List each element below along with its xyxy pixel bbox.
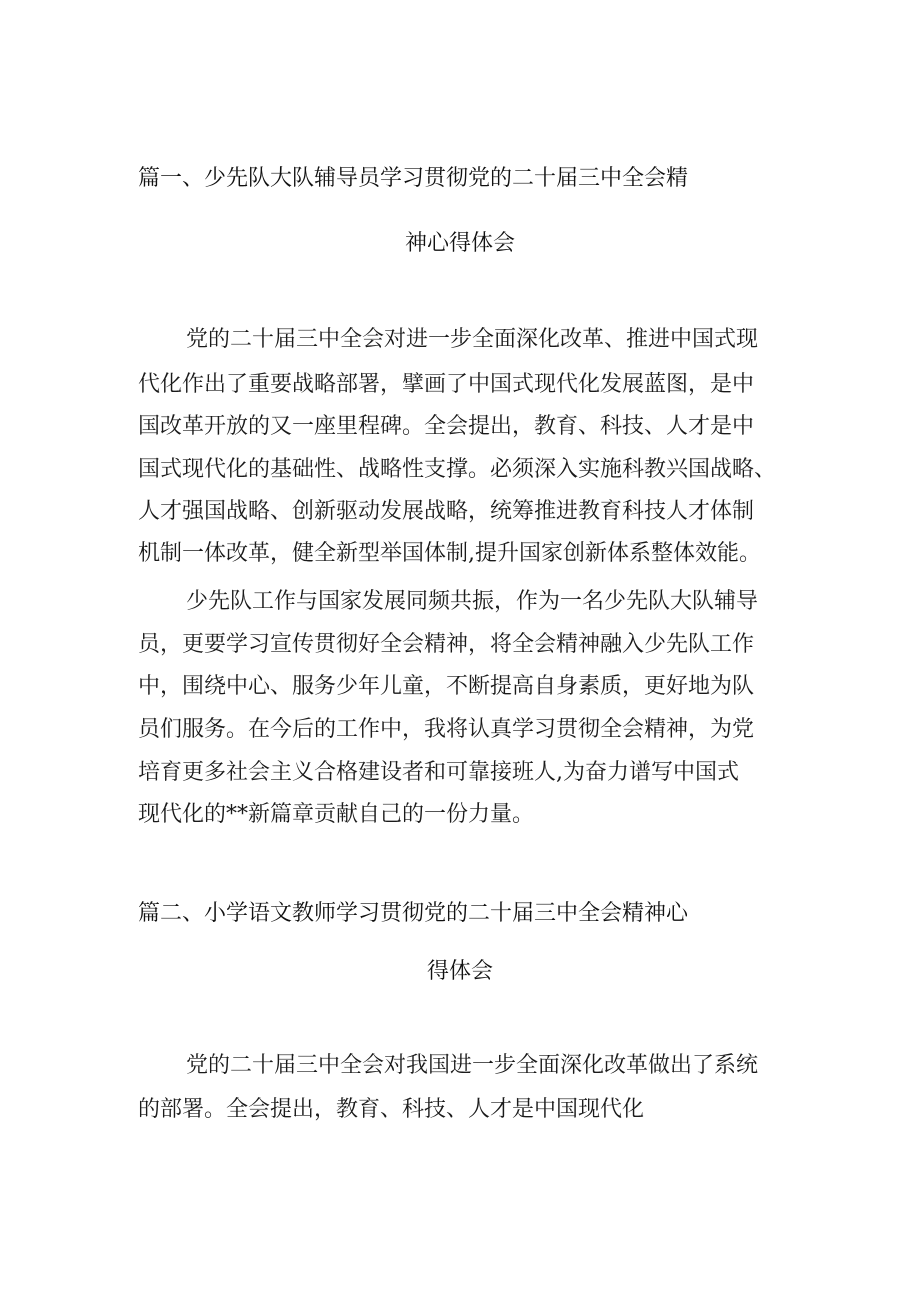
section1-para1-line: 党的二十届三中全会对进一步全面深化改革、推进中国式现	[186, 327, 759, 352]
section2-para1-line: 党的二十届三中全会对我国进一步全面深化改革做出了系统	[186, 1053, 759, 1078]
section1-para2-line: 员，更要学习宣传贯彻好全会精神，将全会精神融入少先队工作	[138, 632, 755, 657]
section1-para2-line: 中，围绕中心、服务少年儿童，不断提高自身素质，更好地为队	[138, 674, 755, 699]
section1-para1-line: 代化作出了重要战略部署，擘画了中国式现代化发展蓝图，是中	[138, 372, 755, 397]
section1-para1-line: 人才强国战略、创新驱动发展战略，统筹推进教育科技人才体制	[138, 499, 755, 524]
section1-para1-line: 机制一体改革，健全新型举国体制,提升国家创新体系整体效能。	[138, 541, 761, 566]
section2-para1-line: 的部署。全会提出，教育、科技、人才是中国现代化	[138, 1097, 645, 1122]
section1-title-line2: 神心得体会	[405, 231, 516, 256]
section1-title-line1: 篇一、少先队大队辅导员学习贯彻党的二十届三中全会精	[138, 166, 689, 191]
section1-para1-line: 国式现代化的基础性、战略性支撑。必须深入实施科教兴国战略、	[138, 457, 777, 482]
section1-para2-line: 少先队工作与国家发展同频共振，作为一名少先队大队辅导	[186, 589, 759, 614]
section1-para2-line: 现代化的**新篇章贡献自己的一份力量。	[138, 802, 535, 827]
section2-title-line2: 得体会	[427, 959, 494, 984]
section2-title-line1: 篇二、小学语文教师学习贯彻党的二十届三中全会精神心	[138, 901, 689, 926]
section1-para1-line: 国改革开放的又一座里程碑。全会提出，教育、科技、人才是中	[138, 414, 755, 439]
section1-para2-line: 员们服务。在今后的工作中，我将认真学习贯彻全会精神，为党	[138, 717, 755, 742]
section1-para2-line: 培育更多社会主义合格建设者和可靠接班人,为奋力谱写中国式	[138, 760, 739, 785]
